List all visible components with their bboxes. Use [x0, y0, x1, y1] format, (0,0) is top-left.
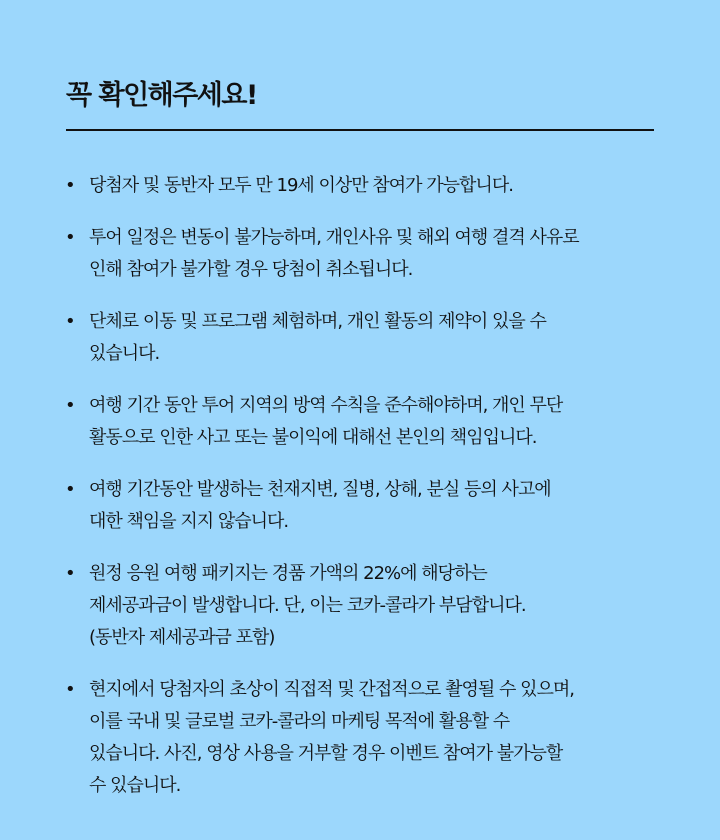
bullet-icon: •: [65, 311, 76, 332]
page-title: 꼭 확인해주세요!: [66, 80, 257, 111]
notice-text-line: 제세공과금이 발생합니다. 단, 이는 코카-콜라가 부담합니다.: [89, 595, 526, 616]
notice-text-line: (동반자 제세공과금 포함): [89, 627, 275, 648]
notice-text-line: 당첨자 및 동반자 모두 만 19세 이상만 참여가 가능합니다.: [89, 175, 513, 196]
notice-text-line: 투어 일정은 변동이 불가능하며, 개인사유 및 해외 여행 결격 사유로: [89, 227, 579, 248]
notice-text-line: 원정 응원 여행 패키지는 경품 가액의 22%에 해당하는: [89, 563, 487, 584]
notice-text-line: 여행 기간동안 발생하는 천재지변, 질병, 상해, 분실 등의 사고에: [89, 479, 551, 500]
bullet-icon: •: [65, 479, 76, 500]
bullet-icon: •: [65, 175, 76, 196]
notice-item: [0, 558, 720, 654]
bullet-icon: •: [65, 227, 76, 248]
notice-text-line: 있습니다.: [89, 343, 160, 364]
notice-text-line: 단체로 이동 및 프로그램 체험하며, 개인 활동의 제약이 있을 수: [89, 311, 546, 332]
notice-text-line: 이를 국내 및 글로벌 코카-콜라의 마케팅 목적에 활용할 수: [89, 711, 510, 732]
notice-text-line: 수 있습니다.: [89, 775, 181, 796]
notice-text-line: 인해 참여가 불가할 경우 당첨이 취소됩니다.: [89, 259, 413, 280]
title-divider: [66, 129, 654, 131]
notice-item: [0, 474, 720, 538]
notice-list: [0, 170, 720, 822]
notice-item: [0, 390, 720, 454]
notice-item: [0, 674, 720, 802]
notice-item: [0, 222, 720, 286]
bullet-icon: •: [65, 563, 76, 584]
notice-text-line: 있습니다. 사진, 영상 사용을 거부할 경우 이벤트 참여가 불가능할: [89, 743, 563, 764]
notice-text-line: 현지에서 당첨자의 초상이 직접적 및 간접적으로 촬영될 수 있으며,: [89, 679, 574, 700]
notice-text-line: 활동으로 인한 사고 또는 불이익에 대해선 본인의 책임입니다.: [89, 427, 537, 448]
bullet-icon: •: [65, 679, 76, 700]
notice-text-line: 여행 기간 동안 투어 지역의 방역 수칙을 준수해야하며, 개인 무단: [89, 395, 563, 416]
bullet-icon: •: [65, 395, 76, 416]
notice-item: [0, 306, 720, 370]
notice-text-line: 대한 책임을 지지 않습니다.: [89, 511, 289, 532]
notice-item: [0, 170, 720, 202]
